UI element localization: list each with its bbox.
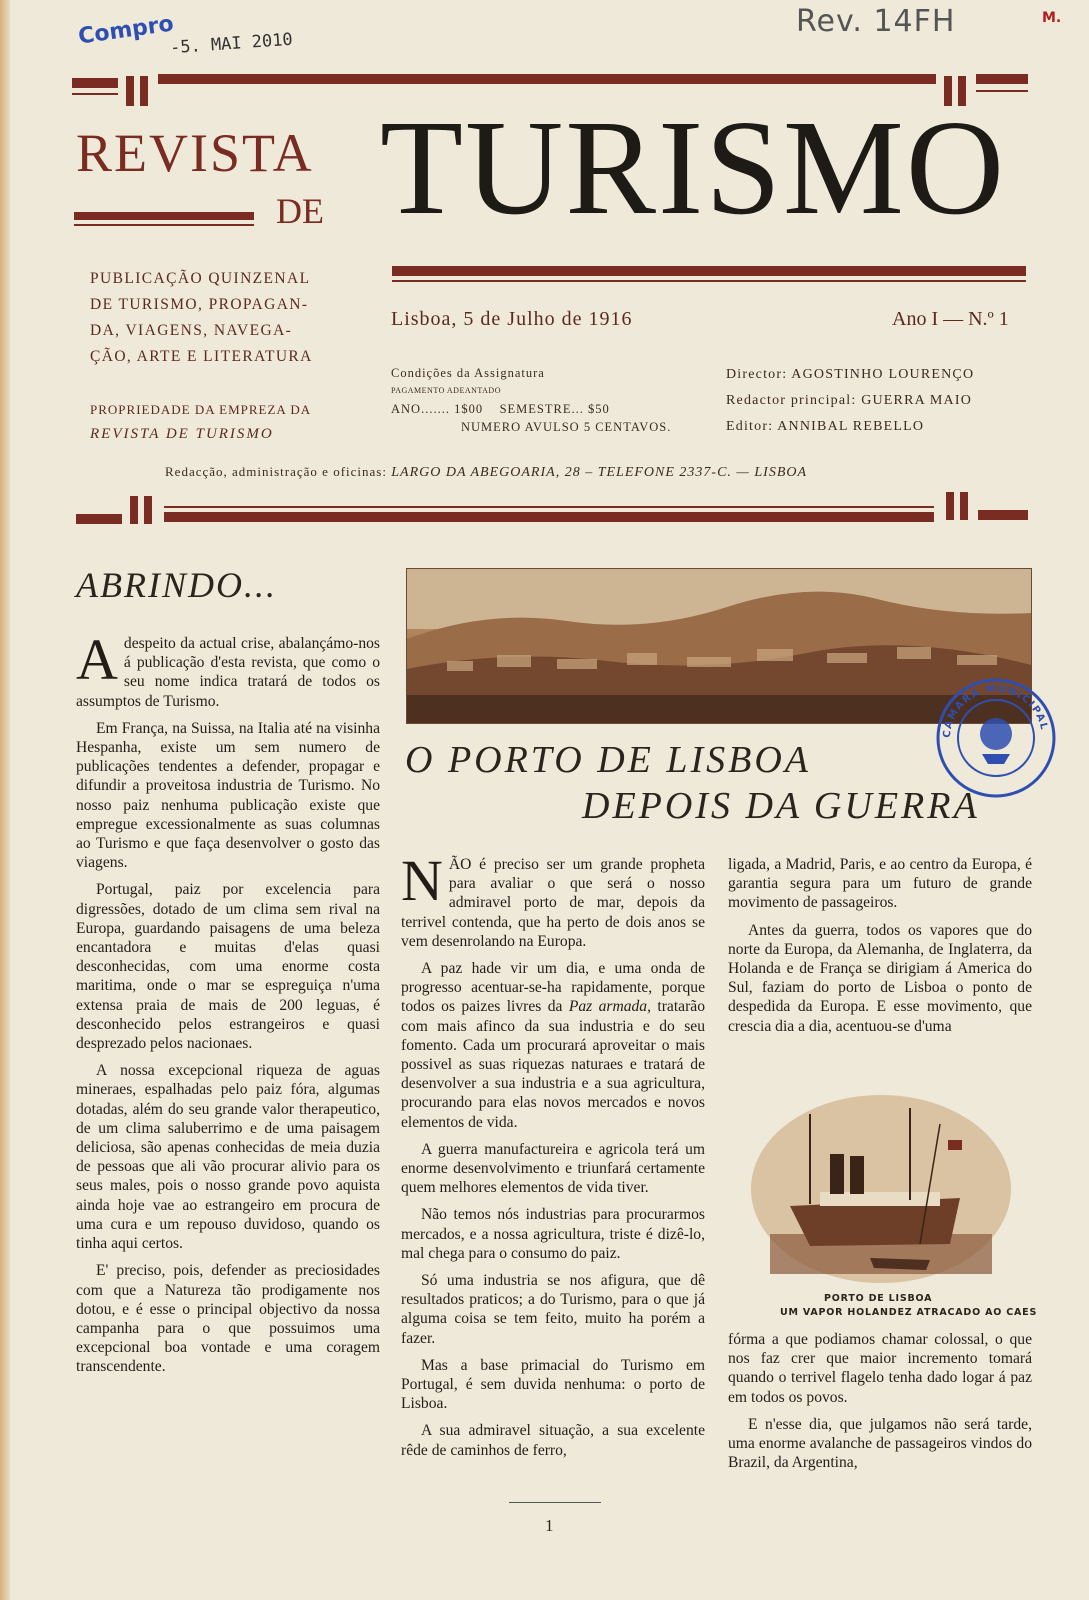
bottom-rule-right-post2 [960, 492, 968, 520]
porto-text: tratarão com mais afinco da sua industria e do seu fomento. Cada um procurará aproveitar o mais possivel as suas riquezas naturaes e tratará de desenvolver a sua industria e a sua agricultura, procurando para elas novos mercados e novos elementos de vida. [401, 998, 705, 1131]
staff-name: AGOSTINHO LOURENÇO [791, 367, 975, 382]
corner-mark: M. [1042, 10, 1062, 26]
top-rule-left-bar [72, 78, 118, 88]
paz-armada-italic: Paz armada, [568, 998, 651, 1016]
ownership-note [90, 398, 340, 446]
porto-text: ÃO é preciso ser um grande propheta para avaliar o que será o nosso admiravel porto de mar, depois da terrivel contenda, que ha perto de dois anos se vem desenrolando na Europa. [401, 856, 705, 950]
porto-paragraph: Mas a base primacial do Turismo em Portugal, é sem duvida nenhuma: o porto de Lisboa. [401, 1356, 705, 1413]
staff-role: Director: [726, 367, 788, 382]
porto-column-2-bottom [728, 1330, 1032, 1480]
abrindo-paragraph: E' preciso, pois, defender as preciosidades com que a Natureza tão prodigamente nos dotou, e é esse o principal objectivo da nossa campanha para o que possuimos uma excepcional boa vontade e uma coragem transcendente. [76, 1262, 380, 1376]
caption-line: UM VAPOR HOLANDEZ ATRACADO AO CAES [780, 1307, 1038, 1318]
top-rule-left-post1 [126, 76, 134, 106]
subscription-prices [391, 400, 691, 418]
handwritten-reference: Rev. 14FH [796, 4, 956, 39]
bottom-rule-left-post1 [130, 496, 138, 524]
single-copy-price: NUMERO AVULSO 5 CENTAVOS. [461, 420, 672, 434]
title-underline-thin [392, 280, 1026, 282]
tagline-line: PUBLICAÇÃO QUINZENAL [90, 270, 311, 287]
porto-heading-line2: DEPOIS DA GUERRA [582, 785, 980, 827]
staff-role: Redactor principal: [726, 393, 857, 408]
semester-label: SEMESTRE... [499, 402, 584, 416]
page-number: 1 [545, 1516, 554, 1535]
tagline-line: ÇÃO, ARTE E LITERATURA [90, 348, 313, 365]
staff-name: GUERRA MAIO [861, 393, 973, 408]
abrindo-paragraph: Em França, na Suissa, na Italia até na visinha Hespanha, existe um sem numero de publicações tendentes a defender, propagar e difundir a proveitosa industria de Turismo. No nosso paiz nenhuma publicação existe que empregue excessionalmente as suas columnas ao Turismo e que faça desenvolver o gosto das viagens. [76, 719, 380, 872]
porto-paragraph: Não temos nós industrias para procurarmos mercados, e a nossa agricultura, triste é dizê-lo, mal chega para o consumo do paiz. [401, 1206, 705, 1262]
dutch-steamer-photo [750, 1094, 1012, 1284]
porto-paragraph: E n'esse dia, que julgamos não será tarde, uma enorme avalanche de passageiros vindos do Brazil, da Argentina, [728, 1415, 1032, 1472]
revista-underline [74, 212, 254, 220]
issue-number: Ano I — N.º 1 [892, 308, 1009, 330]
porto-column-1 [401, 848, 705, 1468]
bottom-rule-thin [164, 506, 934, 508]
ship-illustration [750, 1094, 1012, 1284]
top-rule-right-bar [976, 74, 1028, 84]
abrindo-paragraph: Portugal, paiz por excelencia para digressões, dotado de um clima sem rival na Europa, guardando paisagens de uma beleza encantadora e muitas d'elas quasi desconhecidas, com uma enorme costa maritima, onde o mar se espreguiça n'uma extensa praia de mais de 200 leguas, é desconhecido pelos estrangeiros e quasi desprezado pelos nacionaes. [76, 881, 380, 1053]
porto-paragraph [401, 848, 705, 951]
caption-line: PORTO DE LISBOA [824, 1293, 933, 1304]
tagline-line: DA, VIAGENS, NAVEGA- [90, 322, 293, 339]
bottom-rule-left-post2 [144, 496, 152, 524]
abrindo-text: despeito da actual crise, abalançámo-nos á publicação d'esta revista, que como o seu nome indica tratará de todos os assumptos de Turismo. [76, 635, 380, 710]
porto-paragraph: fórma a que podiamos chamar colossal, o que nos faz crer que maior incremento tomará quando o terrivel flagelo tenha dado logar á paz em todos os povos. [728, 1331, 1032, 1406]
top-rule-main-bar [158, 74, 936, 84]
year-price: 1$00 [454, 402, 484, 416]
abrindo-heading: ABRINDO... [76, 565, 277, 605]
porto-column-2-top [728, 855, 1032, 1044]
seal-icon [934, 676, 1058, 800]
porto-dropcap: N [401, 848, 443, 913]
tagline-line: DE TURISMO, PROPAGAN- [90, 296, 309, 313]
staff-row [726, 362, 974, 388]
masthead-title: TURISMO [380, 93, 1007, 243]
abrindo-paragraph: A nossa excepcional riqueza de aguas mineraes, espalhadas pelo paiz fóra, algumas dotadas, além do seu grande valor therapeutico, de um clima saluberrimo e de uma paisagem deliciosa, são apenas conhecidas de meia duzia de pessoas que ali vão procurar alivio para os seus males, pois o nosso grande povo aquista ainda hoje vae ao estrangeiro em procura de uma cura e um repouso duvidoso, quando os tinha aqui certos. [76, 1062, 380, 1253]
top-rule-thin-right [976, 90, 1028, 92]
bottom-rule-main-bar [164, 512, 934, 522]
porto-paragraph [401, 959, 705, 1132]
subscription-note: PAGAMENTO ADEANTADO [391, 386, 501, 395]
bottom-rule-right-bar [978, 510, 1028, 520]
title-underline [392, 266, 1026, 276]
staff-name: ANNIBAL REBELLO [777, 419, 925, 434]
porto-paragraph: A guerra manufactureira e agricola terá um enorme desenvolvimento e triunfará certamente quem melhores elementos de vida tiver. [401, 1140, 705, 1197]
address-label: Redacção, administração e oficinas: [165, 464, 387, 479]
dateline: Lisboa, 5 de Julho de 1916 [391, 308, 633, 330]
subscription-conditions [391, 364, 691, 436]
bottom-rule-right-post1 [946, 492, 954, 520]
top-rule-thin-left [72, 93, 118, 95]
porto-paragraph: ligada, a Madrid, Paris, e ao centro da Europa, é garantia segura para um futuro de grande movimento de passageiros. [728, 856, 1032, 912]
subscription-heading: Condições da Assignatura [391, 366, 545, 380]
ownership-title: REVISTA DE TURISMO [90, 426, 274, 442]
semester-price: $50 [588, 402, 610, 416]
porto-paragraph: A sua admiravel situação, a sua excelente rêde de caminhos de ferro, [401, 1422, 705, 1459]
porto-paragraph: Antes da guerra, todos os vapores que do norte da Europa, da Alemanha, de Inglaterra, da Holanda e de França se dirigiam á America do Sul, faziam do porto de Lisboa o ponto de despedida da Europa. E esse movimento, que crescia dia a dia, acentuou-se d'uma [728, 921, 1032, 1035]
masthead-de: DE [276, 191, 324, 231]
seal-text: CAMARA MUNICIPAL [941, 683, 1050, 739]
staff-role: Editor: [726, 419, 774, 434]
staff-row [726, 388, 974, 414]
porto-paragraph: Só uma industria se nos afigura, que dê resultados praticos; a do Turismo, para o que já alguma coisa se tem feito, muito ha porém a fazer. [401, 1272, 705, 1347]
staff-row [726, 414, 974, 440]
top-rule-left-post2 [140, 76, 148, 106]
staff-list [726, 362, 974, 440]
page-number-rule [509, 1502, 601, 1503]
ship-caption [780, 1292, 1050, 1320]
ownership-label: PROPRIEDADE DA EMPREZA DA [90, 402, 312, 417]
year-label: ANO....... [391, 402, 450, 416]
address-value: LARGO DA ABEGOARIA, 28 – TELEFONE 2337-C. — LISBOA [391, 465, 808, 480]
abrindo-article [76, 627, 380, 1385]
bottom-rule-left-bar [76, 514, 122, 524]
address-line [165, 464, 807, 481]
abrindo-paragraph [76, 627, 380, 711]
abrindo-dropcap: A [76, 627, 118, 692]
porto-heading-line1: O PORTO DE LISBOA [405, 739, 812, 781]
revista-underline-thin [74, 224, 254, 226]
page-spine-edge [0, 0, 10, 1600]
tagline [90, 266, 330, 370]
municipal-seal-stamp [934, 676, 1058, 800]
date-stamp: -5. MAI 2010 [169, 29, 294, 59]
porto-text: A paz hade vir um dia, e uma onda de progresso acentuar-se-ha rapidamente, porque todos os paizes livres da [401, 960, 705, 1016]
masthead-revista: REVISTA [76, 123, 314, 183]
compro-stamp: Compro [76, 11, 176, 50]
